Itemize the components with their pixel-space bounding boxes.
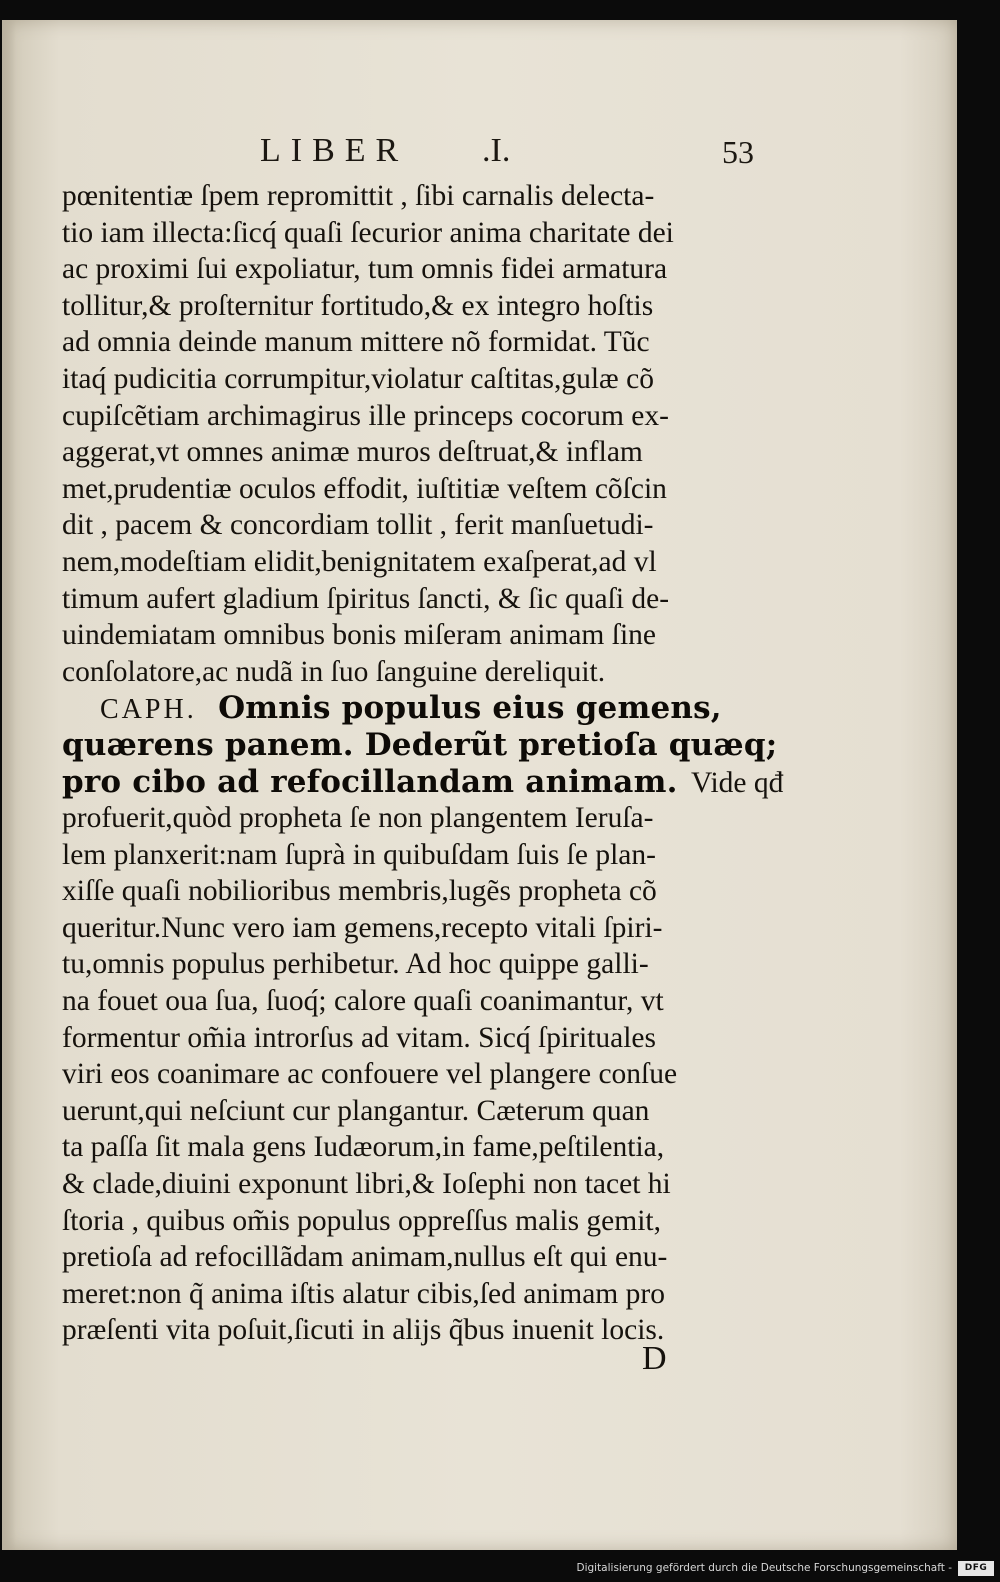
book-number: .I. bbox=[482, 132, 511, 169]
text-line: cupiſcẽtiam archimagirus ille princeps cocorum ex- bbox=[62, 399, 669, 432]
page-header bbox=[2, 132, 957, 178]
catchword: D bbox=[642, 1340, 667, 1377]
caph-label: CAPH. bbox=[100, 694, 197, 726]
commentary-line: ta paſſa ſit mala gens Iudæorum,in fame,peſtilentia, bbox=[62, 1131, 665, 1164]
commentary-line: na fouet oua ſua, ſuoq́; calore quaſi coanimantur, vt bbox=[62, 985, 664, 1018]
text-line: met,prudentiæ oculos effodit, iuſtitiæ veſtem cõſcin bbox=[62, 472, 667, 505]
text-line: ad omnia deinde manum mittere nõ formidat. Tũc bbox=[62, 326, 650, 359]
text-line: pœnitentiæ ſpem repromittit , ſibi carnalis delecta- bbox=[62, 180, 655, 212]
text-line: uindemiatam omnibus bonis miſeram animam ſine bbox=[62, 619, 656, 652]
text-line: aggerat,vt omnes animæ muros deſtruat,& inflam bbox=[62, 436, 643, 469]
text-line: conſolatore,ac nudã in ſuo ſanguine dereliquit. bbox=[62, 655, 606, 688]
book-page bbox=[2, 20, 957, 1550]
text-line: itaq́ pudicitia corrumpitur,violatur caſtitas,gulæ cõ bbox=[62, 362, 654, 395]
verse-text: pro cibo ad refocillandam animam. bbox=[62, 763, 678, 800]
verse-text: Omnis populus eius gemens, bbox=[218, 690, 722, 727]
commentary-line: uerunt,qui neſciunt cur plangantur. Cæterum quan bbox=[62, 1094, 650, 1127]
funding-credit: Digitalisierung gefördert durch die Deutsche Forschungsgemeinschaft - bbox=[576, 1562, 952, 1574]
text-line: tio iam illecta:ſicq́ quaſi ſecurior anima charitate dei bbox=[62, 216, 674, 249]
text-line: ac proximi ſui expoliatur, tum omnis fidei armatura bbox=[62, 253, 668, 286]
commentary-line: viri eos coanimare ac confouere vel plangere conſue bbox=[62, 1058, 678, 1091]
caph-verse-line bbox=[62, 690, 772, 727]
verse-text: quærens panem. Dederũt pretioſa quæq; bbox=[62, 726, 778, 763]
folio-number: 53 bbox=[722, 134, 754, 170]
commentary-line: lem planxerit:nam ſuprà in quibuſdam ſuis ſe plan- bbox=[62, 838, 656, 871]
commentary-line: pretioſa ad refocillãdam animam,nullus eſt qui enu- bbox=[62, 1241, 668, 1274]
running-title: LIBER bbox=[260, 132, 409, 169]
caph-verse-line bbox=[62, 726, 778, 764]
main-text-block bbox=[62, 178, 784, 1349]
commentary-line: ſtoria , quibus om̃is populus oppreſſus malis gemit, bbox=[62, 1204, 661, 1237]
commentary-line: queritur.Nunc vero iam gemens,recepto vitali ſpiri- bbox=[62, 911, 663, 944]
commentary-line: profuerit,quòd propheta ſe non plangentem Ieruſa- bbox=[62, 802, 654, 835]
text-line: tollitur,& proſternitur fortitudo,& ex integro hoſtis bbox=[62, 289, 654, 322]
text-line: dit , pacem & concordiam tollit , ferit manſuetudi- bbox=[62, 509, 654, 542]
commentary-line: tu,omnis populus perhibetur. Ad hoc quippe galli- bbox=[62, 948, 649, 981]
caph-verse-line bbox=[62, 763, 784, 801]
text-line: timum aufert gladium ſpiritus ſancti, & ſic quaſi de- bbox=[62, 582, 670, 615]
commentary-line: & clade,diuini exponunt libri,& Ioſephi non tacet hi bbox=[62, 1168, 671, 1201]
commentary-line: formentur om̃ia introrſus ad vitam. Sicq́ ſpirituales bbox=[62, 1021, 656, 1054]
commentary-start: Vide qđ bbox=[690, 766, 784, 799]
text-line: nem,modeſtiam elidit,benignitatem exaſperat,ad vl bbox=[62, 545, 657, 578]
commentary-line: xiſſe quaſi nobilioribus membris,lugẽs propheta cõ bbox=[62, 875, 657, 908]
commentary-line: præſenti vita poſuit,ſicuti in alijs q̃bus inuenit locis. bbox=[62, 1314, 665, 1347]
dfg-logo-icon: DFG bbox=[958, 1561, 994, 1576]
footer-bar bbox=[0, 1551, 1000, 1582]
commentary-line: meret:non q̃ anima iſtis alatur cibis,ſed animam pro bbox=[62, 1277, 665, 1310]
